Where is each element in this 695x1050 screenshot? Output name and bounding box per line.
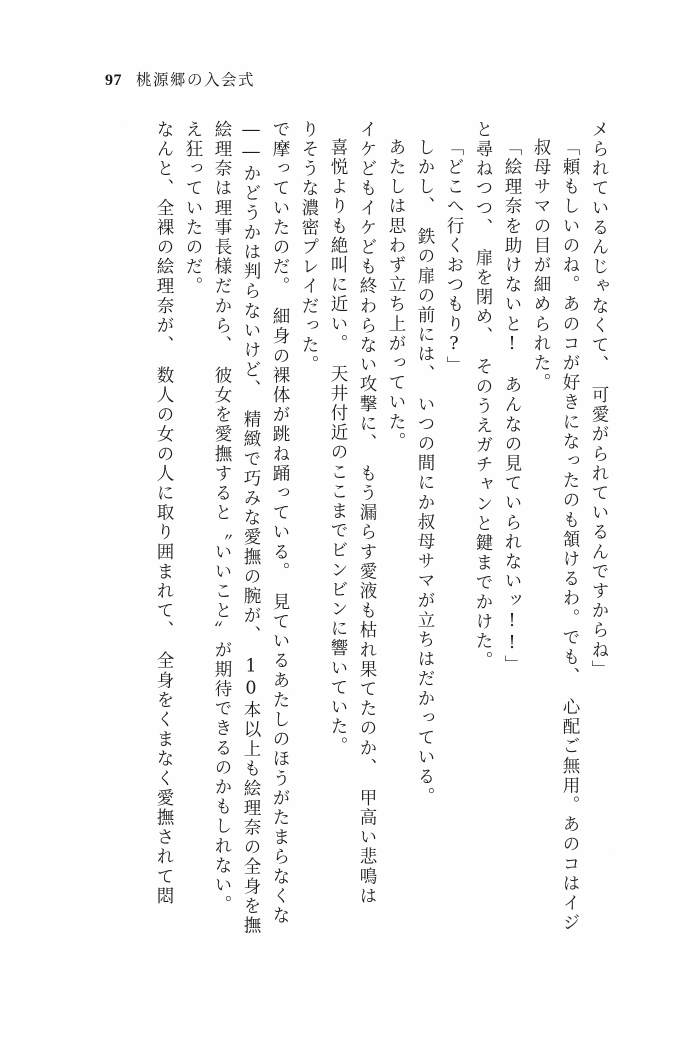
- text-line: メられているんじゃなくて、 可愛がられているんですからね」: [589, 120, 609, 680]
- body-text-block: [143, 120, 607, 1000]
- text-line: なんと、全裸の絵理奈が、 数人の女の人に取り囲まれて、 全身をくまなく愛撫されて悶: [154, 120, 174, 907]
- page-number: 97: [105, 72, 122, 89]
- text-line: 叔母サマの目が細められた。: [531, 138, 551, 393]
- chapter-title: 桃源郷の入会式: [136, 72, 256, 89]
- text-line: ――かどうかは判らないけど、 精緻で巧みな愛撫の腕が、 10本以上も絵理奈の全身を撫: [241, 120, 261, 936]
- text-line: 喜悦よりも絶叫に近い。 天井付近のここまでビンビンに響いていた。: [328, 138, 348, 757]
- running-head: [105, 68, 255, 90]
- text-line: あたしは思わず立ち上がっていた。: [386, 138, 406, 452]
- text-line: しかし、 鉄の扉の前には、 いつの間にか叔母サマが立ちはだかっている。: [415, 138, 435, 807]
- text-line: 絵理奈は理事長様だから、 彼女を愛撫すると〝いいこと〟が期待できるのかもしれない。: [212, 120, 232, 915]
- text-line: りそうな濃密プレイだった。: [299, 120, 319, 375]
- text-line: え狂っていたのだ。: [183, 120, 203, 297]
- text-line: 「頼もしいのね。あのコが好きになったのも頷けるわ。でも、 心配ご無用。あのコはイジ: [560, 138, 580, 933]
- text-line: と尋ねつつ、 扉を閉め、 そのうえガチャンと鍵までかけた。: [473, 120, 493, 671]
- text-line: イケどもイケども終わらない攻撃に、 もう漏らす愛液も枯れ果てたのか、 甲高い悲鳴は: [357, 120, 377, 907]
- text-line: で摩っていたのだ。 細身の裸体が跳ね踊っている。 見ているあたしのほうがたまらなくな: [270, 120, 290, 926]
- text-line: 「どこへ行くおつもり?」: [444, 138, 464, 376]
- text-line: 「絵理奈を助けないと! あんなの見ていられないッ!!」: [502, 138, 522, 675]
